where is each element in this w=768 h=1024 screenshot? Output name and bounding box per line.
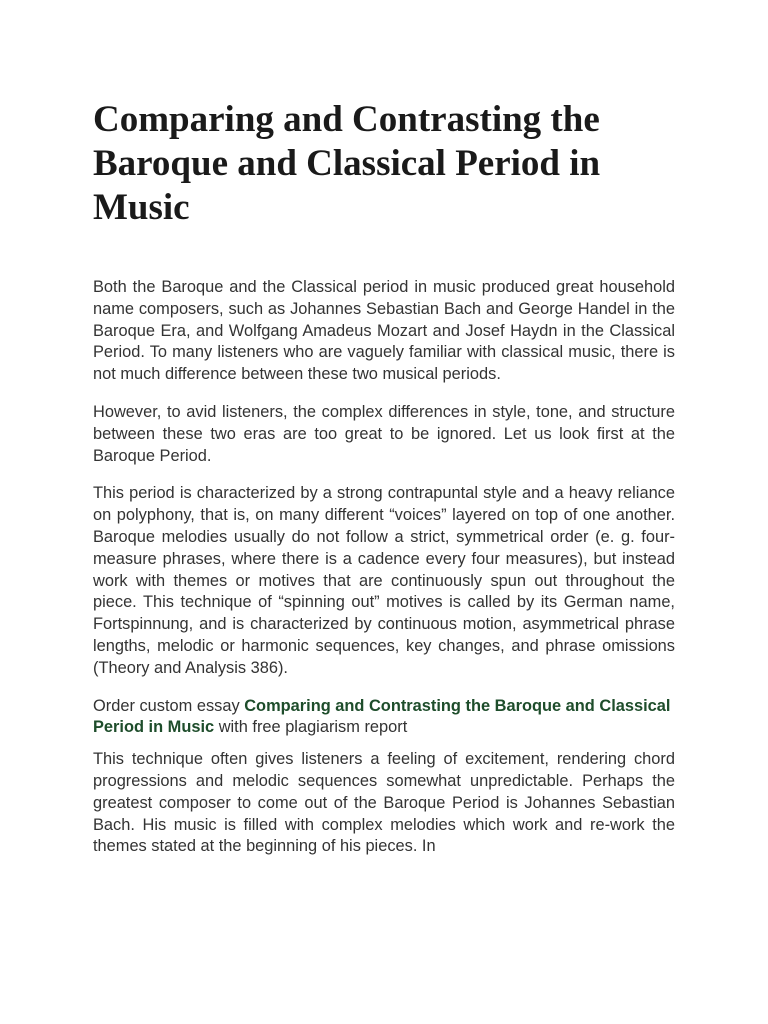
paragraph-baroque-style: This period is characterized by a strong contrapuntal style and a heavy reliance on polyphony, that is, on many different “voices” layered on top of one another. Baroque melodies usually do not follow a strict, symmetrical order (e. g. four-measure phrases, where there is a cadence every four measures), but instead work with themes or motives that are continuously spun out throughout the piece. This technique of “spinning out” motives is called by its German name, Fortspinnung, and is characterized by continuous motion, asymmetrical phrase lengths, melodic or harmonic sequences, key changes, and phrase omissions (Theory and Analysis 386).	[93, 484, 675, 677]
order-essay-link[interactable]: Comparing and Contrasting the Baroque and Classical Period in Music	[93, 696, 671, 737]
order-essay-callout	[93, 696, 675, 740]
cta-suffix: with free plagiarism report	[214, 718, 408, 737]
paragraph-bach: This technique often gives listeners a feeling of excitement, rendering chord progressions and melodic sequences somewhat unpredictable. Perhaps the greatest composer to come out of the Baroque Period is Johannes Sebastian Bach. His music is filled with complex melodies which work and re-work the themes stated at the beginning of his pieces. In	[93, 750, 675, 856]
paragraph-avid-listeners: However, to avid listeners, the complex differences in style, tone, and structure between these two eras are too great to be ignored. Let us look first at the Baroque Period.	[93, 402, 675, 465]
cta-prefix: Order custom essay	[93, 696, 245, 715]
paragraph-intro: Both the Baroque and the Classical period in music produced great household name composers, such as Johannes Sebastian Bach and George Handel in the Baroque Era, and Wolfgang Amadeus Mozart and Josef Haydn in the Classical Period. To many listeners who are vaguely familiar with classical music, there is not much difference between these two musical periods.	[93, 278, 675, 384]
page-title: Comparing and Contrasting the Baroque and Classical Period in Music	[93, 99, 601, 228]
document-body	[93, 277, 675, 858]
document-content	[93, 98, 675, 874]
